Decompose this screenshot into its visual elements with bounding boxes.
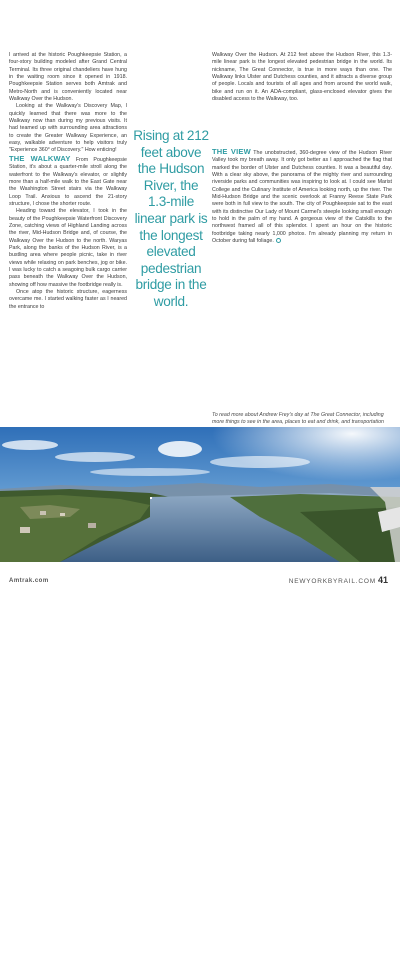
more-info-note: To read more about Andrew Frey's day at The Great Connector, including more things to see in the area, places to eat and drink, and transportation xyxy=(212,412,384,426)
section-heading-walkway: THE WALKWAY xyxy=(9,153,71,163)
right-column xyxy=(212,52,392,103)
paragraph-text: From Poughkeepsie Station, it's about a quarter-mile stroll along the waterfront to the Walkway's elevator, or slightly more than a half-mile walk to the East Gate near the Washington Street stairs via the Walkway Loop Trail. Anxious to ascend the 21-story structure, I chose the shorter route. xyxy=(9,156,127,207)
section-paragraph-view xyxy=(212,148,392,245)
paragraph: Looking at the Walkway's Discovery Map, I quickly learned that there was more to the Walkway now than during my previous visits. It had teamed up with surrounding area attractions to create the Greater Walkway Experience, an easy, walkable adventure to help visitors truly "Experience 360° of Discovery." How enticing! xyxy=(9,103,127,154)
section-heading-view: THE VIEW xyxy=(212,147,251,156)
section-paragraph-walkway xyxy=(9,155,127,208)
paragraph: I arrived at the historic Poughkeepsie Station, a four-story building modeled after Grand Central Terminal. Its three original chandeliers have hung in the waiting room since it opened in 1918. Poughkeepsie Station serves both Amtrak and Metro-North and is conveniently located near Walkway Over the Hudson. xyxy=(9,52,127,103)
paragraph: Once atop the historic structure, eagerness overcame me. I started walking faster as I neared the entrance to xyxy=(9,289,127,310)
photo-caption: View from atop Walkway Over the Hudson. xyxy=(119,964,211,969)
paragraph: Walkway Over the Hudson. At 212 feet above the Hudson River, this 1.3-mile linear park is the longest elevated pedestrian bridge in the world. Its nickname, The Great Connector, is true in more ways than one. The Walkway links Ulster and Dutchess counties, and it attracts a diverse group of people. Locals and tourists of all ages and from around the world walk, bike and run on it. An ADA-compliant, glass-enclosed elevator gives the disabled access to the Walkway, too. xyxy=(212,52,392,103)
pull-quote: Rising at 212 feet above the Hudson River, the 1.3-mile linear park is the longest elevated pedestrian bridge in the world. xyxy=(133,128,209,309)
page-number: 41 xyxy=(377,575,388,585)
footer-right xyxy=(289,575,388,585)
paragraph: Heading toward the elevator, I took in the beauty of the Poughkeepsie Waterfront Discovery Zone, catching views of Highland Landing across the river, Mid-Hudson Bridge and, of course, the Walkway Over the Hudson to the north. Waryas Park, along the banks of the Hudson River, is a bustling area where people picnic, take in river views while relaxing on park benches, jog or bike. I was lucky to catch a seagoing bulk cargo carrier pass beneath the Walkway Over the Hudson, showing off how massive the footbridge really is. xyxy=(9,208,127,288)
footer-website-amtrak: Amtrak.com xyxy=(9,578,49,584)
right-column-continued xyxy=(212,148,392,245)
footer-website: NEWYORKBYRAIL.COM xyxy=(288,578,376,585)
end-mark-icon xyxy=(276,238,281,243)
left-column xyxy=(9,52,127,311)
paragraph-text: The unobstructed, 360-degree view of the Hudson River Valley took my breath away. It only got better as I approached the flag that marked the border of Ulster and Dutchess counties. It was a beautiful day. With a clear sky above, the panorama of the mighty river and surrounding riverside parks and communities was inspiring to look at. I could see Marist College and the Culinary Institute of America looking north, up the river. The Mid-Hudson Bridge and the scenic overlook at Franny Reese State Park were both in full view to the south. The city of Poughkeepsie sat to the east with its distinctive Our Lady of Mount Carmel's steeple looking small enough to hold in the palm of my hand. A gorgeous view of the Catskills to the northwest framed all of this splendor. I spent an hour on the historic footbridge taking nearly 1,000 photos. I'm already planning my return in October during fall foliage. xyxy=(212,150,392,245)
